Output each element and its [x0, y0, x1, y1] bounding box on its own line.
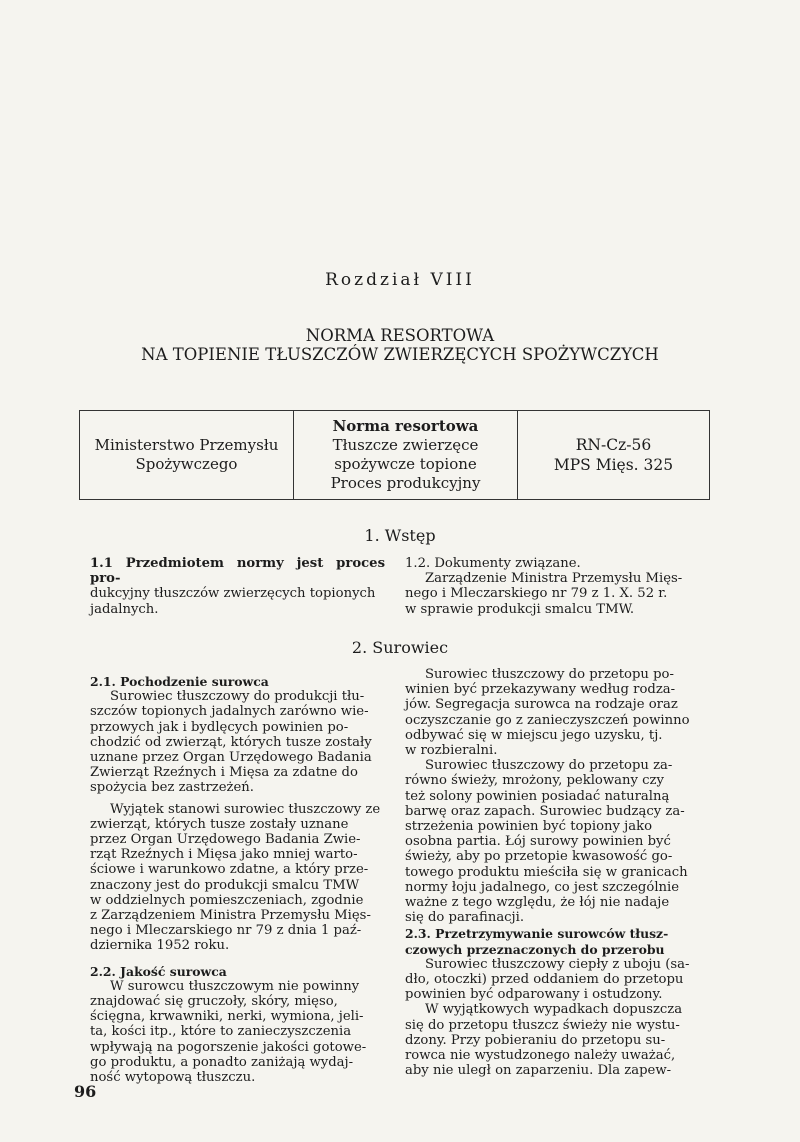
section-1-heading: 1. Wstęp	[364, 526, 436, 545]
text-line: Zwierząt Rzeźnych i Mięsa za zdatne do	[90, 765, 358, 781]
text-line	[90, 556, 385, 586]
page-number: 96	[74, 1082, 97, 1101]
text-line: powinien być odparowany i ostudzony.	[405, 987, 663, 1003]
paragraph	[90, 689, 385, 795]
text-line: świeży, aby po przetopie kwasowość go-	[405, 849, 673, 865]
norm-code-cell	[518, 411, 710, 500]
norm-cell	[294, 411, 518, 500]
text-line: przowych jak i bydlęcych powinien po-	[90, 719, 349, 735]
title-line-1: NORMA RESORTOWA	[305, 326, 495, 345]
ministry-cell	[80, 411, 294, 500]
text-line: Surowiec tłuszczowy do produkcji tłu-	[110, 689, 365, 705]
text-line: Wyjątek stanowi surowiec tłuszczowy ze	[110, 801, 381, 817]
text-line: jów. Segregacja surowca na rodzaje oraz	[405, 697, 678, 713]
text-line: chodzić od zwierząt, których tusze zostały	[90, 734, 372, 750]
text-line: aby nie uległ on zaparzeniu. Dla zapew-	[405, 1063, 672, 1079]
text-line: Surowiec tłuszczowy do przetopu za-	[425, 758, 673, 774]
paragraph	[90, 802, 385, 954]
subsection-2-3-heading-line-1: 2.3. Przetrzymywanie surowców tłusz-	[405, 926, 669, 942]
text-line: ścięgna, krwawniki, nerki, wymiona, jeli-	[90, 1009, 364, 1025]
text-line: Surowiec tłuszczowy do przetopu po-	[425, 667, 674, 682]
text-line: jadalnych.	[90, 601, 159, 617]
document-title	[0, 326, 800, 364]
subsection-2-2-heading: 2.2. Jakość surowca	[90, 963, 227, 979]
text-line: ność wytopową tłuszczu.	[90, 1070, 256, 1086]
ministry-line-1: Ministerstwo Przemysłu	[94, 436, 279, 454]
text-line: 1.2. Dokumenty związane.	[405, 556, 581, 571]
section-1-right-column	[405, 556, 712, 617]
text-line: uznane przez Organ Urzędowego Badania	[90, 750, 372, 766]
text-line: też solony powinien posiadać naturalną	[405, 788, 670, 804]
title-line-2: NA TOPIENIE TŁUSZCZÓW ZWIERZĘCYCH SPOŻYWCZYCH	[141, 345, 659, 364]
norm-line-2: spożywcze topione	[334, 455, 477, 473]
text-line: wpływają na pogorszenie jakości gotowe-	[90, 1039, 367, 1055]
text-line: Surowiec tłuszczowy ciepły z uboju (sa-	[425, 956, 690, 972]
text-line: Zarządzenie Ministra Przemysłu Mięs-	[425, 571, 683, 587]
text-line: równo świeży, mrożony, peklowany czy	[405, 773, 664, 789]
chapter-heading: Rozdział VIII	[325, 270, 475, 290]
text-line: go produktu, a ponadto zaniżają wydaj-	[90, 1054, 354, 1070]
norm-heading: Norma resortowa	[332, 417, 479, 435]
text-line: barwę oraz zapach. Surowiec budzący za-	[405, 803, 685, 819]
text-line: W wyjątkowych wypadkach dopuszcza	[425, 1002, 683, 1018]
text-line: dzony. Przy pobieraniu do przetopu su-	[405, 1032, 666, 1048]
text-line: rząt Rzeźnych i Mięsa jako mniej warto-	[90, 847, 358, 863]
text-line: w sprawie produkcji smalcu TMW.	[405, 601, 635, 617]
text-line: 1.1 Przedmiotem normy jest proces pro-	[90, 556, 385, 587]
text-line: nego i Mleczarskiego nr 79 z 1. X. 52 r.	[405, 586, 668, 602]
text-line: w rozbieralni.	[405, 743, 498, 759]
text-line: przez Organ Urzędowego Badania Zwie-	[90, 832, 361, 848]
text-line: strzeżenia powinien być topiony jako	[405, 819, 653, 835]
norm-code-line-1: RN-Cz-56	[575, 436, 652, 454]
text-line: W surowcu tłuszczowym nie powinny	[110, 978, 360, 994]
text-line: nego i Mleczarskiego nr 79 z dnia 1 paź-	[90, 923, 362, 939]
paragraph	[405, 758, 712, 925]
section-2-left-column	[90, 670, 385, 1085]
paragraph	[90, 979, 385, 1085]
section-2-right-column	[405, 667, 712, 1078]
norm-line-1: Tłuszcze zwierzęce	[332, 436, 479, 454]
section-1-left-column	[90, 556, 385, 617]
text-line: zwierząt, których tusze zostały uznane	[90, 816, 349, 832]
text-line: ta, kości itp., które to zanieczyszczenia	[90, 1024, 352, 1040]
text-line: rowca nie wystudzonego należy uważać,	[405, 1048, 676, 1064]
text-line: odbywać się w miejscu jego uzysku, tj.	[405, 727, 663, 743]
paragraph	[405, 667, 712, 758]
text-line: ściowe i warunkowo zdatne, a który prze-	[90, 862, 369, 878]
text-line: osobna partia. Łój surowy powinien być	[405, 834, 671, 850]
text-line: z Zarządzeniem Ministra Przemysłu Mięs-	[90, 908, 371, 924]
paragraph	[405, 1002, 712, 1078]
subsection-2-1-heading: 2.1. Pochodzenie surowca	[90, 674, 269, 689]
ministry-line-2: Spożywczego	[135, 455, 238, 473]
text-line: oczyszczanie go z zanieczyszczeń powinno	[405, 712, 690, 728]
text-line: się do przetopu tłuszcz świeży nie wystu-	[405, 1017, 680, 1033]
text-line: szczów topionych jadalnych zarówno wie-	[90, 704, 369, 720]
norm-code-line-2: MPS Mięs. 325	[553, 456, 674, 474]
section-2-heading: 2. Surowiec	[351, 638, 449, 657]
subsection-2-3-heading-line-2: czowych przeznaczonych do przerobu	[405, 941, 665, 957]
text-line: się do parafinacji.	[405, 910, 525, 926]
text-line: towego produktu mieściła się w granicach	[405, 864, 688, 880]
text-line: winien być przekazywany według rodza-	[405, 682, 676, 698]
text-line: znaczony jest do produkcji smalcu TMW	[90, 877, 360, 893]
paragraph	[405, 957, 712, 1003]
text-line: ważne z tego względu, że łój nie nadaje	[405, 895, 670, 911]
text-line: znajdować się gruczoły, skóry, mięso,	[90, 994, 338, 1010]
text-line: dło, otoczki) przed oddaniem do przetopu	[405, 972, 684, 988]
norm-line-3: Proces produkcyjny	[330, 474, 481, 492]
text-line: dziernika 1952 roku.	[90, 938, 230, 954]
norm-header-table	[79, 410, 710, 500]
text-line: w oddzielnych pomieszczeniach, zgodnie	[90, 892, 364, 908]
text-line: normy łoju jadalnego, co jest szczególnie	[405, 879, 680, 895]
text-line: spożycia bez zastrzeżeń.	[90, 780, 254, 796]
text-line: dukcyjny tłuszczów zwierzęcych topionych	[90, 586, 376, 602]
